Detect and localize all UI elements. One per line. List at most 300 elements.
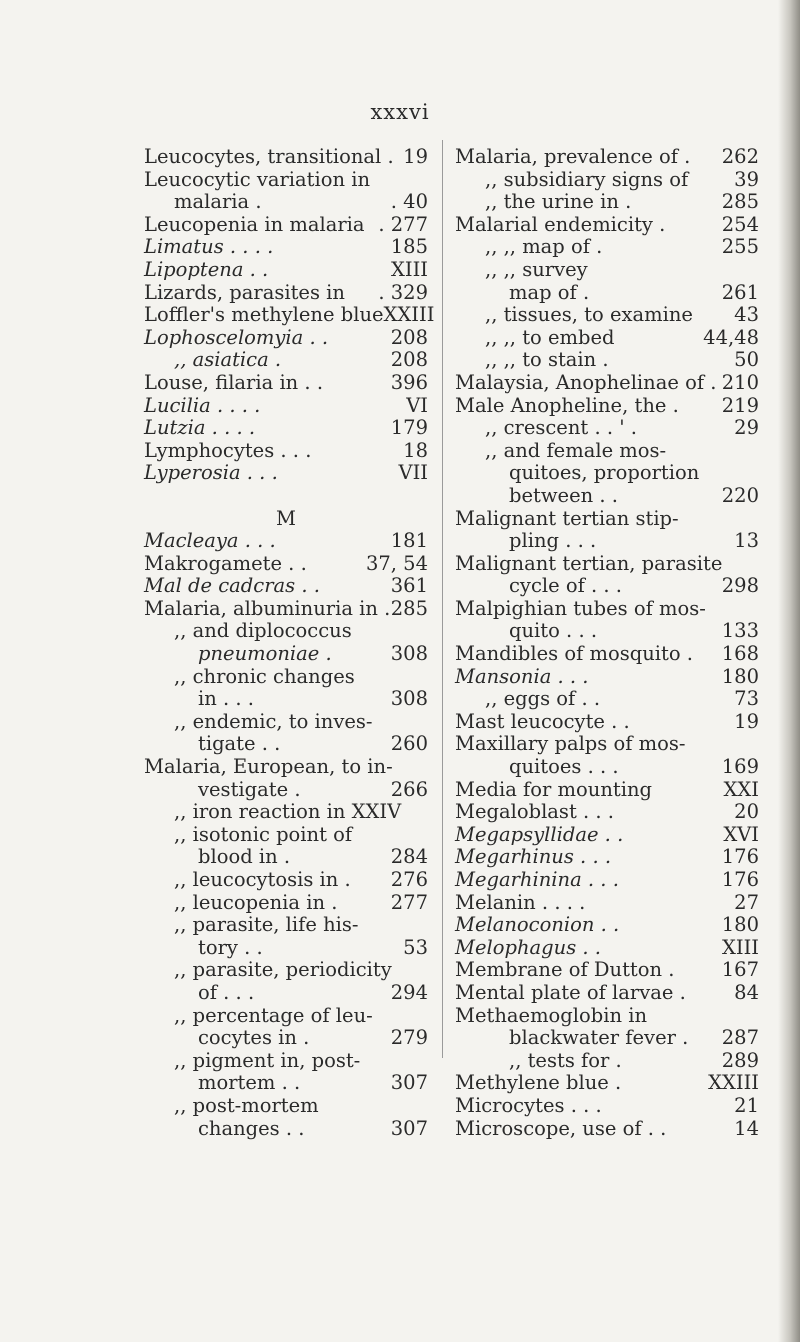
index-entry-line: [455, 869, 759, 892]
index-entry-line: [455, 1005, 759, 1028]
entry-text: Male Anopheline, the .: [455, 393, 679, 417]
page-reference: 220: [721, 483, 759, 507]
page-reference: . 40: [390, 190, 428, 214]
index-entry: [455, 1118, 759, 1141]
page-reference: 180: [721, 664, 759, 688]
entry-text: ,, eggs of . .: [485, 687, 601, 711]
entry-text: ,, crescent . . ' .: [485, 416, 637, 440]
index-entry: [455, 146, 759, 169]
entry-text: Lophoscelomyia . .: [144, 325, 329, 349]
page-reference: XXIII: [708, 1071, 759, 1095]
entry-text: pneumoniae .: [198, 642, 332, 666]
index-entry: [455, 869, 759, 892]
entry-text: quitoes, proportion: [509, 461, 700, 485]
index-entry: [455, 553, 759, 598]
index-entry-line: [144, 711, 428, 734]
index-entry-line: [455, 1118, 759, 1141]
index-entry: [455, 892, 759, 915]
index-entry: [455, 259, 759, 304]
index-entry-line: [144, 349, 428, 372]
index-column-right: [455, 146, 759, 1140]
index-entry: [455, 846, 759, 869]
page-reference: 169: [721, 755, 759, 779]
entry-text: ,, pigment in, post-: [174, 1048, 361, 1072]
index-entry-line: [455, 643, 759, 666]
entry-text: Malaysia, Anophelinae of .: [455, 370, 717, 394]
entry-text: Melanoconion . .: [455, 913, 620, 937]
index-entry: [144, 417, 428, 440]
index-entry-line: [144, 666, 428, 689]
page-reference: 168: [721, 642, 759, 666]
page-reference: 208: [390, 325, 428, 349]
page-reference: 13: [734, 529, 759, 553]
page-reference: XIII: [722, 935, 759, 959]
page-reference: 260: [390, 732, 428, 756]
index-entry: [144, 869, 428, 892]
entry-text: ,, the urine in .: [485, 190, 632, 214]
index-entry: [455, 801, 759, 824]
page-reference: 266: [390, 777, 428, 801]
entry-text: Lyperosia . . .: [144, 461, 278, 485]
index-entry: [455, 327, 759, 350]
entry-text: quitoes . . .: [509, 755, 619, 779]
section-spacer: [144, 485, 428, 508]
entry-text: Mental plate of larvae .: [455, 980, 686, 1004]
index-entry-line: [455, 959, 759, 982]
page-reference: 50: [734, 348, 759, 372]
index-entry-line: [455, 304, 759, 327]
index-entry: [455, 1072, 759, 1095]
entry-text: ,, and female mos-: [485, 438, 667, 462]
index-entry-line: [455, 779, 759, 802]
index-entry-line: [455, 1027, 759, 1050]
index-entry-line: [144, 372, 428, 395]
entry-text: Melanin . . . .: [455, 890, 586, 914]
index-entry: [455, 711, 759, 734]
index-entry: [144, 598, 428, 621]
entry-text: map of .: [509, 280, 590, 304]
page-reference: 18: [403, 438, 428, 462]
page-reference: 277: [390, 890, 428, 914]
index-entry: [144, 1050, 428, 1095]
index-entry-line: [144, 282, 428, 305]
entry-text: Makrogamete . .: [144, 551, 307, 575]
index-entry-line: [455, 666, 759, 689]
entry-text: Leucopenia in malaria: [144, 212, 365, 236]
page-reference: 219: [721, 393, 759, 417]
page-reference: 294: [390, 980, 428, 1004]
entry-text: of . . .: [198, 980, 255, 1004]
page-reference: 308: [390, 687, 428, 711]
index-entry-line: [144, 959, 428, 982]
page-reference: 29: [734, 416, 759, 440]
page-reference: 19: [403, 145, 428, 168]
index-entry-line: [455, 462, 759, 485]
entry-text: pling . . .: [509, 529, 597, 553]
index-entry: [455, 1050, 759, 1073]
entry-text: in . . .: [198, 687, 254, 711]
index-entry-line: [144, 937, 428, 960]
entry-text: quito . . .: [509, 619, 598, 643]
index-entry-line: [455, 282, 759, 305]
entry-text: ,, percentage of leu-: [174, 1003, 373, 1027]
index-entry-line: [455, 937, 759, 960]
page-reference: 276: [390, 868, 428, 891]
page-reference: 254: [721, 212, 759, 236]
entry-text: ,, leucocytosis in .: [174, 868, 351, 891]
index-entry-line: [455, 982, 759, 1005]
index-entry: [144, 959, 428, 1004]
index-entry-line: [144, 575, 428, 598]
entry-text: Megapsyllidae . .: [455, 822, 624, 846]
index-entry: [455, 733, 759, 778]
index-entry-line: [455, 191, 759, 214]
page-reference: 285: [390, 596, 428, 620]
entry-text: Methaemoglobin in: [455, 1003, 648, 1027]
index-entry-line: [144, 327, 428, 350]
index-entry-line: [455, 440, 759, 463]
page-reference: 167: [721, 958, 759, 982]
page-reference: 208: [390, 348, 428, 372]
index-entry-line: [144, 733, 428, 756]
entry-text: ,, chronic changes: [174, 664, 355, 688]
entry-text: Mandibles of mosquito .: [455, 642, 693, 666]
index-entry-line: [144, 553, 428, 576]
index-entry-line: [144, 914, 428, 937]
index-entry-line: [144, 982, 428, 1005]
index-entry: [144, 801, 428, 824]
entry-text: Megarhinus . . .: [455, 845, 612, 869]
index-entry: [455, 824, 759, 847]
index-entry-line: [455, 372, 759, 395]
index-entry-line: [455, 146, 759, 169]
index-entry: [144, 711, 428, 756]
index-entry: [455, 214, 759, 237]
entry-text: Macleaya . . .: [144, 529, 276, 553]
index-entry: [144, 169, 428, 214]
page-reference: 308: [390, 642, 428, 666]
page-reference: 21: [734, 1093, 759, 1117]
entry-text: ,, endemic, to inves-: [174, 709, 373, 733]
index-entry-line: [455, 214, 759, 237]
index-entry: [455, 304, 759, 327]
entry-text: Maxillary palps of mos-: [455, 732, 686, 756]
entry-text: Lipoptena . .: [144, 257, 269, 281]
index-entry: [455, 349, 759, 372]
entry-text: tory . .: [198, 935, 263, 959]
index-entry: [455, 643, 759, 666]
index-entry: [144, 462, 428, 485]
entry-text: ,, isotonic point of: [174, 822, 353, 846]
page-reference: VII: [398, 461, 428, 485]
section-heading: M: [276, 506, 296, 530]
index-entry-line: [144, 643, 428, 666]
index-entry-line: [144, 440, 428, 463]
entry-text: Malaria, prevalence of .: [455, 145, 691, 168]
page-reference: . 277: [378, 212, 428, 236]
page-reference: VI: [406, 393, 428, 417]
index-entry: [455, 417, 759, 440]
entry-text: Mal de cadcras . .: [144, 574, 320, 598]
index-entry: [144, 1095, 428, 1140]
index-entry: [144, 553, 428, 576]
entry-text: ,, and diplococcus: [174, 619, 352, 643]
entry-text: vestigate .: [198, 777, 301, 801]
page-reference: 307: [390, 1116, 428, 1140]
page-reference: 284: [390, 845, 428, 869]
index-entry: [455, 937, 759, 960]
index-entry-line: [455, 417, 759, 440]
index-entry: [455, 779, 759, 802]
index-entry-line: [455, 395, 759, 418]
entry-text: Mansonia . . .: [455, 664, 589, 688]
index-entry: [455, 688, 759, 711]
index-entry: [455, 236, 759, 259]
page-reference: 53: [403, 935, 428, 959]
page-reference: 179: [390, 416, 428, 440]
entry-text: malaria .: [174, 190, 262, 214]
entry-text: ,, ,, map of .: [485, 235, 603, 259]
index-entry: [144, 892, 428, 915]
entry-text: Lutzia . . . .: [144, 416, 256, 440]
index-entry: [455, 372, 759, 395]
entry-text: Malaria, European, to in-: [144, 755, 393, 779]
page-reference: 279: [390, 1026, 428, 1050]
page-reference: 261: [721, 280, 759, 304]
entry-text: ,, leucopenia in .: [174, 890, 338, 914]
index-entry-line: [455, 259, 759, 282]
index-entry: [455, 598, 759, 643]
index-entry: [144, 575, 428, 598]
entry-text: ,, asiatica .: [174, 348, 282, 372]
entry-text: Lymphocytes . . .: [144, 438, 312, 462]
page-reference: 176: [721, 868, 759, 891]
page-reference: XXI: [723, 777, 759, 801]
index-entry-line: [144, 801, 428, 824]
index-entry-line: [144, 530, 428, 553]
entry-text: Malaria, albuminuria in .: [144, 596, 391, 620]
page-reference: 396: [390, 370, 428, 394]
index-entry: [144, 282, 428, 305]
entry-text: blood in .: [198, 845, 291, 869]
page-reference: . 329: [378, 280, 428, 304]
page-reference: 176: [721, 845, 759, 869]
index-entry: [455, 1095, 759, 1118]
index-entry-line: [144, 869, 428, 892]
index-entry: [144, 236, 428, 259]
entry-text: Malignant tertian stip-: [455, 506, 679, 530]
index-entry-line: [455, 349, 759, 372]
index-entry: [144, 303, 435, 327]
page-reference: 185: [390, 235, 428, 259]
page-reference: 287: [721, 1026, 759, 1050]
index-entry: [144, 259, 428, 282]
index-entry-line: [455, 508, 759, 531]
index-entry: [455, 982, 759, 1005]
index-entry: [455, 395, 759, 418]
index-entry: [455, 508, 759, 553]
entry-text: ,, tissues, to examine: [485, 303, 693, 327]
entry-text: Megarhinina . . .: [455, 868, 619, 891]
entry-text: ,, post-mortem: [174, 1093, 319, 1117]
index-entry: [144, 395, 428, 418]
entry-text: Leucocytic variation in: [144, 167, 371, 191]
entry-text: Microcytes . . .: [455, 1093, 602, 1117]
page-reference: 44,48: [703, 325, 759, 349]
entry-text: Malarial endemicity .: [455, 212, 666, 236]
index-entry-line: [455, 598, 759, 621]
index-entry-line: [455, 620, 759, 643]
index-entry: [144, 372, 428, 395]
index-entry: [144, 914, 428, 959]
page-reference: 285: [721, 190, 759, 214]
entry-text: ,, subsidiary signs of: [485, 167, 689, 191]
index-entry-line: [455, 553, 759, 576]
index-entry: [144, 349, 428, 372]
index-entry-line: [144, 1050, 428, 1073]
index-entry: [455, 169, 759, 192]
index-entry: [455, 1005, 759, 1050]
entry-text: Methylene blue .: [455, 1071, 622, 1095]
page-reference: 37, 54: [365, 551, 428, 575]
index-entry-line: [455, 530, 759, 553]
entry-text: Microscope, use of . .: [455, 1116, 667, 1140]
page-reference: 180: [721, 913, 759, 937]
index-column-left: [144, 145, 435, 1140]
entry-text: changes . .: [198, 1116, 305, 1140]
index-entry-line: [144, 1118, 428, 1141]
page-reference: 43: [734, 303, 759, 327]
page-reference: 14: [734, 1116, 759, 1140]
index-entry: [144, 666, 428, 711]
index-entry-line: [144, 620, 428, 643]
index-entry: [455, 440, 759, 508]
index-entry: [144, 1005, 428, 1050]
index-entry-line: [455, 236, 759, 259]
entry-text: Malpighian tubes of mos-: [455, 596, 706, 620]
index-entry-line: [455, 575, 759, 598]
entry-text: cycle of . . .: [509, 574, 622, 598]
index-entry-line: [144, 417, 428, 440]
page-reference: XIII: [391, 257, 428, 281]
entry-text: Louse, filaria in . .: [144, 370, 324, 394]
index-entry-line: [144, 1005, 428, 1028]
entry-text: Membrane of Dutton .: [455, 958, 675, 982]
index-entry-line: [455, 892, 759, 915]
entry-text: ,, ,, survey: [485, 257, 588, 281]
index-entry-line: [144, 1095, 428, 1118]
entry-text: Megaloblast . . .: [455, 800, 614, 824]
index-entry-line: [455, 914, 759, 937]
entry-text: ,, iron reaction in XXIV: [174, 800, 402, 824]
index-entry: [455, 191, 759, 214]
page-reference: 73: [734, 687, 759, 711]
index-entry: [144, 327, 428, 350]
index-entry-line: [455, 711, 759, 734]
entry-text: cocytes in .: [198, 1026, 310, 1050]
page-reference: 84: [734, 980, 759, 1004]
index-entry-line: [455, 733, 759, 756]
index-entry-line: [144, 688, 428, 711]
entry-text: between . .: [509, 483, 618, 507]
page-reference: 39: [734, 167, 759, 191]
index-entry-line: [144, 462, 428, 485]
page-reference: 133: [721, 619, 759, 643]
index-entry-line: [455, 169, 759, 192]
index-entry-line: [144, 146, 428, 169]
entry-text: Lizards, parasites in: [144, 280, 345, 304]
page-reference: 255: [721, 235, 759, 259]
page-edge-shadow: [778, 0, 800, 1342]
index-entry-line: [144, 1027, 428, 1050]
entry-text: Melophagus . .: [455, 935, 601, 959]
index-entry-line: [455, 1095, 759, 1118]
index-entry-line: [455, 1072, 759, 1095]
index-entry-line: [144, 236, 428, 259]
index-entry-line: [455, 485, 759, 508]
entry-text: mortem . .: [198, 1071, 301, 1095]
index-entry: [455, 914, 759, 937]
index-entry-line: [144, 756, 428, 779]
page-reference: 20: [734, 800, 759, 824]
index-entry-line: [144, 846, 428, 869]
column-divider: [442, 140, 443, 1058]
index-entry-line: [455, 1050, 759, 1073]
page-reference: 307: [390, 1071, 428, 1095]
entry-text: Leucocytes, transitional .: [144, 145, 394, 168]
entry-text: Loffler's methylene blue: [144, 303, 384, 327]
entry-text: tigate . .: [198, 732, 281, 756]
index-entry-line: [455, 327, 759, 350]
index-entry-line: [144, 303, 435, 327]
index-entry-line: [144, 779, 428, 802]
index-entry-line: [455, 824, 759, 847]
entry-text: ,, parasite, life his-: [174, 913, 359, 937]
index-entry-line: [144, 824, 428, 847]
page-reference: XXIII: [383, 303, 435, 327]
index-entry-line: [144, 1072, 428, 1095]
index-entry-line: [144, 191, 428, 214]
entry-text: ,, parasite, periodicity: [174, 958, 392, 982]
index-entry: [144, 146, 428, 169]
index-entry-line: [144, 395, 428, 418]
index-entry: [455, 959, 759, 982]
entry-text: ,, ,, to stain .: [485, 348, 609, 372]
page-number: xxxvi: [370, 100, 430, 124]
index-entry: [144, 824, 428, 869]
index-entry-line: [144, 169, 428, 192]
entry-text: Malignant tertian, parasite: [455, 551, 723, 575]
index-entry: [144, 620, 428, 665]
page-reference: 210: [721, 370, 759, 394]
page-reference: 27: [734, 890, 759, 914]
index-entry-line: [144, 892, 428, 915]
index-entry-line: [455, 846, 759, 869]
index-entry: [455, 666, 759, 689]
entry-text: Limatus . . . .: [144, 235, 274, 259]
page-reference: 289: [721, 1048, 759, 1072]
index-entry-line: [455, 801, 759, 824]
index-entry: [144, 756, 428, 801]
entry-text: ,, tests for .: [509, 1048, 622, 1072]
entry-text: Mast leucocyte . .: [455, 709, 630, 733]
page-reference: 298: [721, 574, 759, 598]
entry-text: Lucilia . . . .: [144, 393, 261, 417]
index-entry-line: [455, 756, 759, 779]
index-entry-line: [144, 259, 428, 282]
page-reference: 361: [390, 574, 428, 598]
page-reference: 181: [390, 529, 428, 553]
